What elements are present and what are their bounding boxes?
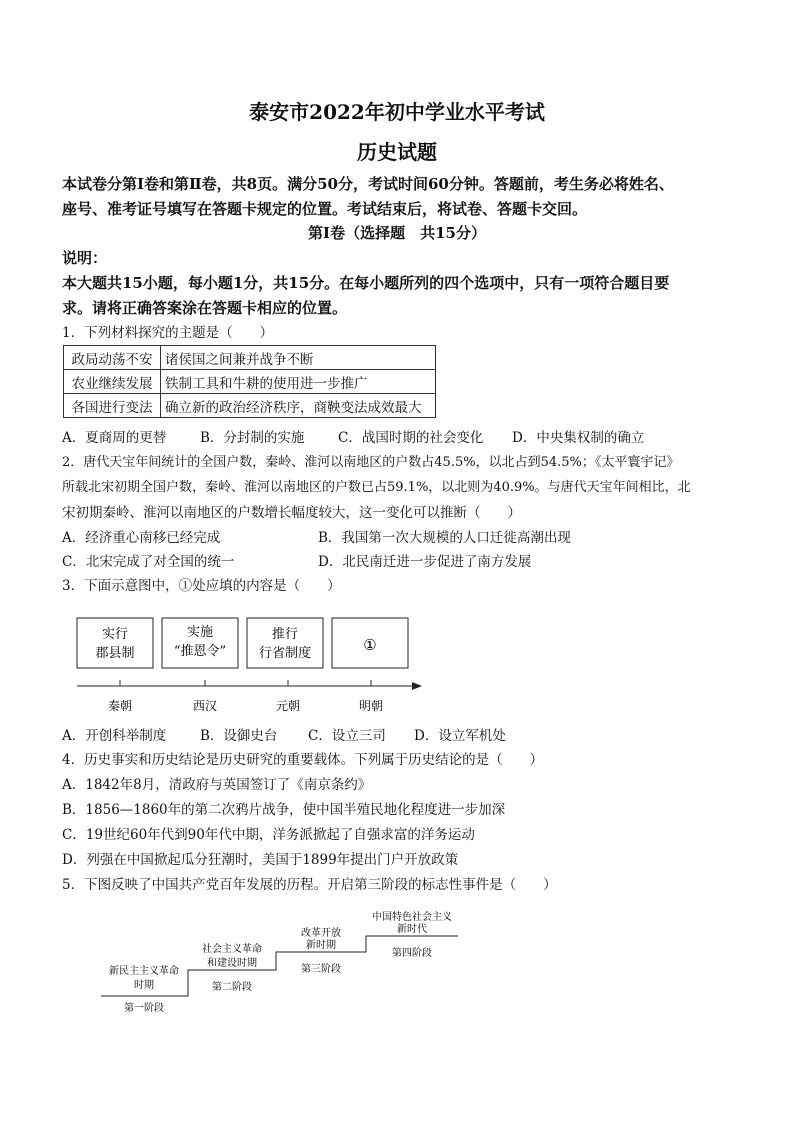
stage-top-1: 社会主义革命 [202, 944, 262, 955]
table-row [64, 394, 436, 418]
stage-top-2: 和建设时期 [207, 958, 257, 969]
stage-top-1: 改革开放 [301, 928, 341, 939]
box-line-2: 行省制度 [258, 646, 312, 661]
q2-line-2: 所载北宋初期全国户数，秦岭、淮河以南地区的户数已占59.1%，以北则为40.9%。与唐代天宝年间相比，北 [62, 480, 691, 495]
q3-option-b: B．设御史台 [200, 728, 278, 744]
box-line-1: 推行 [271, 627, 299, 642]
table-cell: 确立新的政治经济秩序，商鞅变法成效最大 [161, 394, 436, 418]
q3-option-c: C．设立三司 [308, 728, 386, 744]
q2-option-c: C．北宋完成了对全国的统一 [62, 554, 235, 570]
box-line-1: 实施 [186, 625, 214, 640]
stage-top-2: 新时代 [397, 924, 427, 935]
q3-option-a: A．开创科举制度 [62, 728, 167, 744]
q3-stem: 3．下面示意图中，①处应填的内容是（ ） [62, 578, 341, 594]
era-label: 西汉 [192, 699, 218, 713]
q4-option-a: A．1842年8月，清政府与英国签订了《南京条约》 [62, 777, 372, 793]
table-row [64, 370, 436, 394]
timeline-box [77, 618, 153, 668]
note-line-2: 求。请将正确答案涂在答题卡相应的位置。 [62, 299, 348, 317]
q1-option-a: A．夏商周的更替 [62, 430, 167, 446]
table-cell: 诸侯国之间兼并战争不断 [161, 346, 436, 370]
q1-stem: 1．下列材料探究的主题是（ ） [62, 325, 274, 341]
stage-bottom: 第三阶段 [301, 964, 341, 975]
intro-line-1: 本试卷分第Ⅰ卷和第Ⅱ卷，共8页。满分50分，考试时间60分钟。答题前，考生务必将姓名、 [62, 175, 674, 193]
box-line-1: ① [363, 636, 377, 654]
intro-line-2: 座号、准考证号填写在答题卡规定的位置。考试结束后，将试卷、答题卡交回。 [62, 200, 588, 218]
note-label: 说明： [62, 249, 108, 267]
q4-option-d: D．列强在中国掀起瓜分狂潮时，美国于1899年提出门户开放政策 [62, 852, 459, 868]
era-label: 明朝 [358, 699, 384, 713]
stage-top-1: 新民主主义革命 [109, 966, 179, 977]
stage-top-1: 中国特色社会主义 [372, 912, 452, 923]
table-row [64, 346, 436, 370]
stage-bottom: 第四阶段 [392, 948, 432, 959]
arrow-icon [412, 682, 422, 690]
q1-option-d: D．中央集权制的确立 [512, 430, 645, 446]
table-cell: 政局动荡不安 [64, 346, 161, 370]
q4-option-b: B．1856—1860年的第二次鸦片战争，使中国半殖民地化程度进一步加深 [62, 802, 506, 818]
table-cell: 各国进行变法 [64, 394, 161, 418]
q2-option-b: B．我国第一次大规模的人口迁徙高潮出现 [318, 530, 571, 546]
q2-line-3: 宋初期秦岭、淮河以南地区的户数增长幅度较大，这一变化可以推断（ ） [62, 505, 521, 521]
box-line-2: “推恩令” [173, 644, 227, 659]
table-cell: 农业继续发展 [64, 370, 161, 394]
box-line-2: 郡县制 [95, 646, 135, 661]
timeline-box-blank [332, 618, 408, 668]
q1-option-c: C．战国时期的社会变化 [338, 430, 484, 446]
q1-table [63, 345, 436, 418]
q2-option-d: D．北民南迁进一步促进了南方发展 [318, 554, 532, 570]
section-title: 第Ⅰ卷（选择题 共15分） [308, 224, 486, 242]
era-label: 元朝 [275, 699, 301, 713]
era-label: 秦朝 [107, 699, 133, 713]
table-cell: 铁制工具和牛耕的使用进一步推广 [161, 370, 436, 394]
timeline-box [162, 618, 238, 668]
stage-bottom: 第一阶段 [124, 1003, 164, 1014]
q4-stem: 4．历史事实和历史结论是历史研究的重要载体。下列属于历史结论的是（ ） [62, 752, 544, 768]
q5-stairs-diagram [96, 906, 466, 1021]
stage-bottom: 第二阶段 [212, 982, 252, 993]
q2-line-1: 2．唐代天宝年间统计的全国户数，秦岭、淮河以南地区的户数占45.5%，以北占到54.5%；《太平寰宇记》 [62, 455, 680, 470]
timeline-box [247, 618, 323, 668]
stage-top-2: 时期 [134, 980, 154, 991]
q3-timeline-diagram [60, 608, 440, 718]
note-line-1: 本大题共15小题，每小题1分，共15分。在每小题所列的四个选项中，只有一项符合题目要 [62, 274, 670, 292]
exam-title: 泰安市2022年初中学业水平考试 [249, 100, 545, 124]
q3-option-d: D．设立军机处 [414, 728, 506, 744]
box-line-1: 实行 [101, 627, 129, 642]
q2-option-a: A．经济重心南移已经完成 [62, 530, 221, 546]
q5-stem: 5．下图反映了中国共产党百年发展的历程。开启第三阶段的标志性事件是（ ） [62, 877, 557, 893]
q4-option-c: C．19世纪60年代到90年代中期，洋务派掀起了自强求富的洋务运动 [62, 827, 475, 843]
q1-option-b: B．分封制的实施 [200, 430, 305, 446]
stage-top-2: 新时期 [306, 940, 336, 951]
exam-subtitle: 历史试题 [357, 140, 437, 164]
